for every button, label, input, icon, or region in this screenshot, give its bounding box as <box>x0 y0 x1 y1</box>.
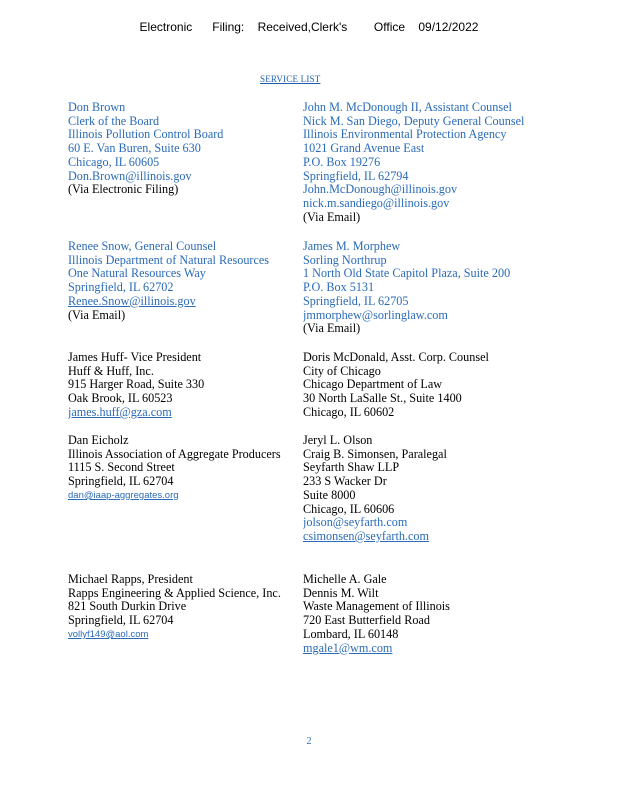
page-number: 2 <box>306 736 312 747</box>
service-list-title: SERVICE LIST <box>260 74 321 84</box>
entry-line: Chicago, IL 60602 <box>303 405 395 419</box>
entry-line: Huff & Huff, Inc. <box>68 364 154 378</box>
email-link[interactable]: nick.m.sandiego@illinois.gov <box>303 196 450 210</box>
entry-line: Springfield, IL 62704 <box>68 614 174 628</box>
email-link[interactable]: dan@iaap-aggregates.org <box>68 489 179 501</box>
entry-line: Waste Management of Illinois <box>303 600 450 614</box>
entry-line: James M. Morphew <box>303 240 401 253</box>
entry-line: 1021 Grand Avenue East <box>303 142 425 156</box>
entry-line: Suite 8000 <box>303 488 356 502</box>
email-link[interactable]: John.McDonough@illinois.gov <box>303 183 458 197</box>
service-entry-michael-rapps <box>68 573 300 642</box>
delivery-method: (Via Electronic Filing) <box>68 183 179 197</box>
email-link[interactable]: Renee.Snow@illinois.gov <box>68 294 196 308</box>
filing-stamp-header: Electronic Filing: Received,Clerk's Office 09/12/2022 <box>139 20 479 34</box>
entry-line: 915 Harger Road, Suite 330 <box>68 378 205 392</box>
entry-line: Chicago Department of Law <box>303 378 443 392</box>
entry-line: Michelle A. Gale <box>303 573 387 586</box>
entry-line: Illinois Department of Natural Resources <box>68 253 270 267</box>
entry-line: 30 North LaSalle St., Suite 1400 <box>303 392 462 406</box>
entry-line: Craig B. Simonsen, Paralegal <box>303 447 447 461</box>
service-entry-dan-eicholz <box>68 434 300 503</box>
entry-line: Doris McDonald, Asst. Corp. Counsel <box>303 351 489 364</box>
entry-line: 821 South Durkin Drive <box>68 600 187 614</box>
entry-line: 60 E. Van Buren, Suite 630 <box>68 142 201 156</box>
delivery-method: (Via Email) <box>303 210 361 224</box>
email-link[interactable]: csimonsen@seyfarth.com <box>303 529 429 543</box>
entry-line: Dennis M. Wilt <box>303 586 379 600</box>
service-entry-waste-management <box>303 573 603 655</box>
service-entry-james-morphew <box>303 240 603 336</box>
entry-line: Rapps Engineering & Applied Science, Inc. <box>68 586 281 600</box>
entry-line: City of Chicago <box>303 364 381 378</box>
entry-line: Springfield, IL 62702 <box>68 281 174 295</box>
entry-line: Chicago, IL 60606 <box>303 502 395 516</box>
entry-line: P.O. Box 19276 <box>303 155 381 169</box>
entry-line: Seyfarth Shaw LLP <box>303 461 400 475</box>
service-entry-james-huff <box>68 351 300 420</box>
entry-line: One Natural Resources Way <box>68 267 206 281</box>
entry-line: Lombard, IL 60148 <box>303 627 399 641</box>
service-entry-seyfarth-shaw <box>303 434 603 544</box>
entry-line: 1 North Old State Capitol Plaza, Suite 200 <box>303 267 511 281</box>
service-entry-renee-snow <box>68 240 300 322</box>
entry-line: Springfield, IL 62705 <box>303 294 409 308</box>
email-link[interactable]: mgale1@wm.com <box>303 641 393 655</box>
entry-line: 233 S Wacker Dr <box>303 475 387 489</box>
entry-line: 1115 S. Second Street <box>68 461 175 475</box>
entry-line: Oak Brook, IL 60523 <box>68 392 173 406</box>
entry-line: James Huff- Vice President <box>68 351 202 364</box>
delivery-method: (Via Email) <box>68 308 126 322</box>
entry-line: Springfield, IL 62794 <box>303 169 409 183</box>
email-link[interactable]: jmmorphew@sorlinglaw.com <box>303 308 448 322</box>
service-entry-don-brown <box>68 101 300 197</box>
entry-line: 720 East Butterfield Road <box>303 614 430 628</box>
entry-line: Michael Rapps, President <box>68 573 193 586</box>
entry-line: Illinois Environmental Protection Agency <box>303 128 507 142</box>
entry-line: Chicago, IL 60605 <box>68 155 160 169</box>
service-entry-illinois-epa <box>303 101 603 224</box>
email-link[interactable]: vollyf149@aol.com <box>68 628 149 640</box>
entry-line: Dan Eicholz <box>68 434 129 447</box>
entry-line: John M. McDonough II, Assistant Counsel <box>303 101 512 114</box>
delivery-method: (Via Email) <box>303 322 361 336</box>
entry-line: Don Brown <box>68 101 126 114</box>
entry-line: Clerk of the Board <box>68 114 160 128</box>
entry-line: P.O. Box 5131 <box>303 281 375 295</box>
entry-line: Nick M. San Diego, Deputy General Counsel <box>303 114 525 128</box>
entry-line: Illinois Association of Aggregate Producers <box>68 447 281 461</box>
entry-line: Illinois Pollution Control Board <box>68 128 224 142</box>
service-entry-doris-mcdonald <box>303 351 603 420</box>
entry-line: Renee Snow, General Counsel <box>68 240 217 253</box>
email-link[interactable]: james.huff@gza.com <box>68 405 172 419</box>
entry-line: Springfield, IL 62704 <box>68 475 174 489</box>
email-link[interactable]: Don.Brown@illinois.gov <box>68 169 192 183</box>
entry-line: Jeryl L. Olson <box>303 434 373 447</box>
email-link[interactable]: jolson@seyfarth.com <box>303 516 408 530</box>
entry-line: Sorling Northrup <box>303 253 387 267</box>
